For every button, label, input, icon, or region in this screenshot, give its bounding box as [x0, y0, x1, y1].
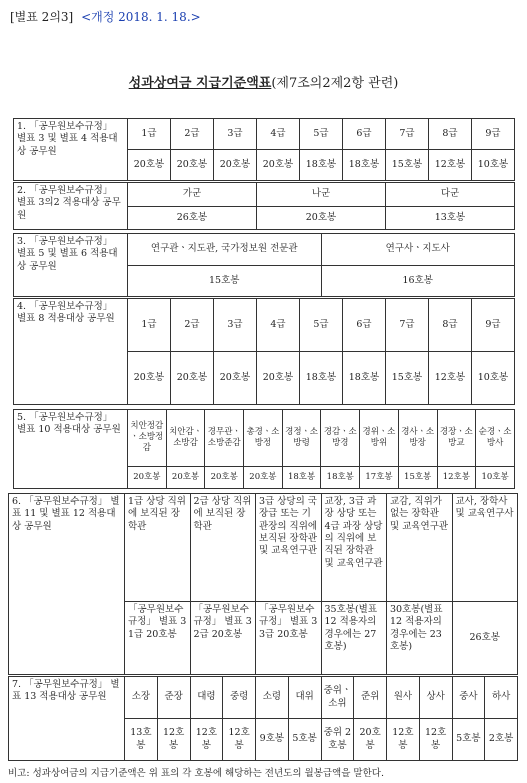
- section-6-table: [8, 493, 518, 675]
- step-cell: 12호봉: [437, 466, 476, 488]
- grade-cell: 순경ㆍ소방사: [476, 410, 515, 467]
- step-cell: 16호봉: [321, 265, 515, 297]
- step-cell: 15호봉: [128, 265, 322, 297]
- step-cell: 20호봉: [171, 150, 214, 181]
- grade-cell: 중위ㆍ소위: [321, 677, 354, 719]
- grade-cell: 경장ㆍ소방교: [437, 410, 476, 467]
- grade-cell: 4급: [257, 119, 300, 150]
- grade-cell: 교장, 3급 과장 상당 또는 4급 과장 상당의 직위에 보직된 장학관 및 교육연구관: [321, 494, 387, 602]
- step-cell: 중위 2호봉: [321, 719, 354, 761]
- title-sub: (제7조의2제2항 관련): [271, 76, 399, 91]
- step-cell: 26호봉: [452, 602, 518, 675]
- grade-cell: 2급 상당 직위에 보직된 장학관: [190, 494, 256, 602]
- grade-cell: 5급: [300, 299, 343, 352]
- step-cell: 10호봉: [476, 466, 515, 488]
- grade-cell: 5급: [300, 119, 343, 150]
- grade-cell: 4급: [257, 299, 300, 352]
- grade-cell: 3급 상당의 국장급 또는 기관장의 직위에 보직된 장학관 및 교육연구관: [256, 494, 322, 602]
- step-cell: 30호봉(별표 12 적용자의 경우에는 23호봉): [387, 602, 453, 675]
- grade-cell: 치안정감ㆍ소방정감: [128, 410, 167, 467]
- grade-cell: 소령: [256, 677, 289, 719]
- grade-cell: 6급: [343, 119, 386, 150]
- step-cell: 15호봉: [386, 150, 429, 181]
- step-cell: 20호봉: [166, 466, 205, 488]
- step-cell: 18호봉: [300, 150, 343, 181]
- step-cell: 20호봉: [128, 352, 171, 405]
- grade-cell: 8급: [429, 119, 472, 150]
- grade-cell: 준위: [354, 677, 387, 719]
- step-cell: 15호봉: [398, 466, 437, 488]
- grade-cell: 경위ㆍ소방위: [360, 410, 399, 467]
- section-1-table: [13, 118, 515, 181]
- step-cell: 20호봉: [128, 466, 167, 488]
- title-main: 성과상여금 지급기준액표: [128, 76, 272, 91]
- grade-cell: 다군: [386, 183, 515, 207]
- appendix-label: [별표 2의3]: [10, 10, 74, 24]
- revision-date: <개정 2018. 1. 18.>: [81, 10, 201, 24]
- step-cell: 12호봉: [419, 719, 452, 761]
- step-cell: 35호봉(별표 12 적용자의 경우에는 27호봉): [321, 602, 387, 675]
- step-cell: 「공무원보수규정」 별표 3 1급 20호봉: [125, 602, 191, 675]
- grade-cell: 경사ㆍ소방장: [398, 410, 437, 467]
- step-cell: 13호봉: [386, 206, 515, 230]
- section-3-table: [13, 233, 515, 297]
- step-cell: 12호봉: [429, 352, 472, 405]
- grade-cell: 준장: [157, 677, 190, 719]
- step-cell: 「공무원보수규정」 별표 3 3급 20호봉: [256, 602, 322, 675]
- grade-cell: 1급: [128, 299, 171, 352]
- step-cell: 18호봉: [343, 150, 386, 181]
- grade-cell: 원사: [387, 677, 420, 719]
- step-cell: 12호봉: [190, 719, 223, 761]
- step-cell: 20호봉: [244, 466, 283, 488]
- grade-cell: 9급: [472, 119, 515, 150]
- step-cell: 26호봉: [128, 206, 257, 230]
- footnote: 비고: 성과상여금의 지급기준액은 위 표의 각 호봉에 해당하는 전년도의 월봉급액을 말한다.: [8, 768, 384, 779]
- section-5-label: 5. 「공무원보수규정」 별표 10 적용대상 공무원: [14, 410, 128, 489]
- grade-cell: 나군: [257, 183, 386, 207]
- step-cell: 20호봉: [205, 466, 244, 488]
- step-cell: 10호봉: [472, 150, 515, 181]
- grade-cell: 3급: [214, 299, 257, 352]
- step-cell: 5호봉: [452, 719, 485, 761]
- grade-cell: 6급: [343, 299, 386, 352]
- section-7-label: 7. 「공무원보수규정」 별표 13 적용대상 공무원: [9, 677, 125, 761]
- grade-cell: 7급: [386, 299, 429, 352]
- page-title: [0, 72, 527, 91]
- step-cell: 12호봉: [387, 719, 420, 761]
- section-5-table: [13, 409, 515, 489]
- section-2-label: 2. 「공무원보수규정」 별표 3의2 적용대상 공무원: [14, 183, 128, 230]
- step-cell: 18호봉: [282, 466, 321, 488]
- grade-cell: 소장: [125, 677, 158, 719]
- grade-cell: 경무관ㆍ소방준감: [205, 410, 244, 467]
- section-1-label: 1. 「공무원보수규정」 별표 3 및 별표 4 적용대상 공무원: [14, 119, 128, 181]
- grade-cell: 연구관ㆍ지도관, 국가정보원 전문관: [128, 234, 322, 266]
- grade-cell: 7급: [386, 119, 429, 150]
- step-cell: 5호봉: [288, 719, 321, 761]
- step-cell: 15호봉: [386, 352, 429, 405]
- grade-cell: 3급: [214, 119, 257, 150]
- grade-cell: 중령: [223, 677, 256, 719]
- step-cell: 20호봉: [354, 719, 387, 761]
- grade-cell: 9급: [472, 299, 515, 352]
- appendix-header: [10, 8, 201, 25]
- step-cell: 18호봉: [343, 352, 386, 405]
- grade-cell: 중사: [452, 677, 485, 719]
- grade-cell: 교감, 직위가 없는 장학관 및 교육연구관: [387, 494, 453, 602]
- step-cell: 12호봉: [157, 719, 190, 761]
- grade-cell: 2급: [171, 119, 214, 150]
- grade-cell: 2급: [171, 299, 214, 352]
- step-cell: 20호봉: [257, 206, 386, 230]
- step-cell: 2호봉: [485, 719, 518, 761]
- section-2-table: [13, 182, 515, 230]
- step-cell: 13호봉: [125, 719, 158, 761]
- section-7-table: [8, 676, 518, 761]
- grade-cell: 대령: [190, 677, 223, 719]
- step-cell: 20호봉: [214, 352, 257, 405]
- section-3-label: 3. 「공무원보수규정」 별표 5 및 별표 6 적용대상 공무원: [14, 234, 128, 297]
- grade-cell: 1급: [128, 119, 171, 150]
- grade-cell: 1급 상당 직위에 보직된 장학관: [125, 494, 191, 602]
- grade-cell: 연구사ㆍ지도사: [321, 234, 515, 266]
- step-cell: 20호봉: [257, 352, 300, 405]
- grade-cell: 경감ㆍ소방경: [321, 410, 360, 467]
- grade-cell: 하사: [485, 677, 518, 719]
- step-cell: 20호봉: [171, 352, 214, 405]
- grade-cell: 가군: [128, 183, 257, 207]
- step-cell: 12호봉: [429, 150, 472, 181]
- step-cell: 18호봉: [300, 352, 343, 405]
- step-cell: 9호봉: [256, 719, 289, 761]
- step-cell: 20호봉: [214, 150, 257, 181]
- grade-cell: 대위: [288, 677, 321, 719]
- step-cell: 20호봉: [257, 150, 300, 181]
- section-4-label: 4. 「공무원보수규정」 별표 8 적용대상 공무원: [14, 299, 128, 405]
- grade-cell: 치안감ㆍ소방감: [166, 410, 205, 467]
- grade-cell: 경정ㆍ소방령: [282, 410, 321, 467]
- section-6-label: 6. 「공무원보수규정」 별표 11 및 별표 12 적용대상 공무원: [9, 494, 125, 675]
- grade-cell: 교사, 장학사 및 교육연구사: [452, 494, 518, 602]
- section-4-table: [13, 298, 515, 405]
- step-cell: 20호봉: [128, 150, 171, 181]
- step-cell: 12호봉: [223, 719, 256, 761]
- grade-cell: 총경ㆍ소방정: [244, 410, 283, 467]
- grade-cell: 상사: [419, 677, 452, 719]
- step-cell: 10호봉: [472, 352, 515, 405]
- step-cell: 17호봉: [360, 466, 399, 488]
- step-cell: 「공무원보수규정」 별표 3 2급 20호봉: [190, 602, 256, 675]
- step-cell: 18호봉: [321, 466, 360, 488]
- grade-cell: 8급: [429, 299, 472, 352]
